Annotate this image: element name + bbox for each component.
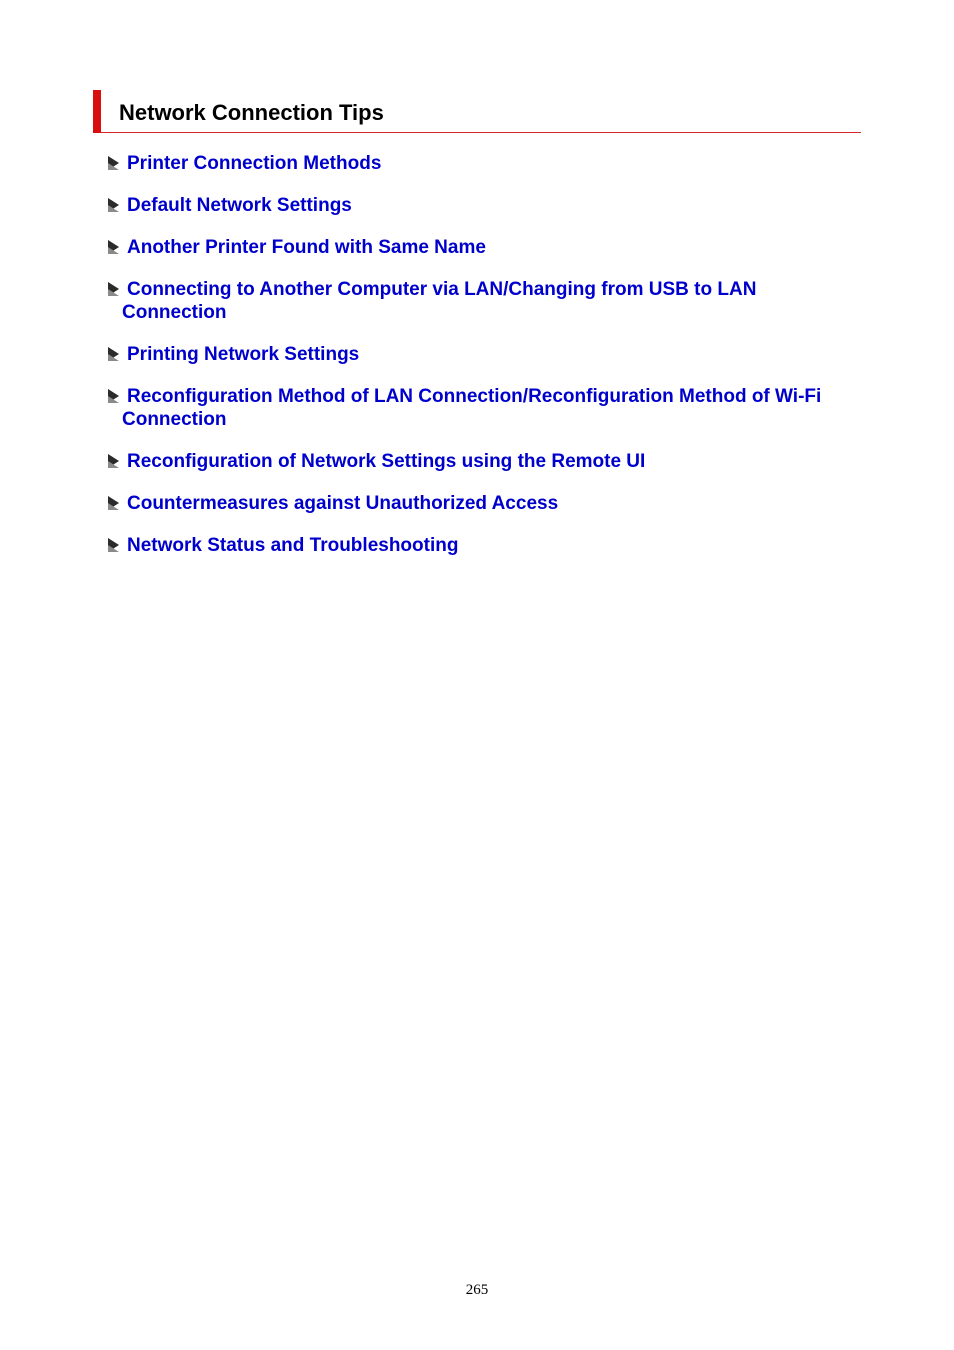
link-reconfiguration-method[interactable]: Reconfiguration Method of LAN Connection/Reconfiguration Method of Wi-Fi <box>127 386 822 407</box>
triangle-arrow-right-icon <box>108 454 119 468</box>
link-network-status-troubleshooting[interactable]: Network Status and Troubleshooting <box>127 535 459 556</box>
list-item <box>108 236 848 259</box>
link-countermeasures-unauthorized-access[interactable]: Countermeasures against Unauthorized Access <box>127 493 559 514</box>
list-item <box>108 534 848 557</box>
link-printer-connection-methods[interactable]: Printer Connection Methods <box>127 153 382 174</box>
link-connecting-another-computer[interactable]: Connecting to Another Computer via LAN/Changing from USB to LAN <box>127 279 757 300</box>
page-heading <box>93 90 861 133</box>
link-reconfiguration-method-cont[interactable]: Connection <box>122 409 227 430</box>
heading-accent-bar <box>93 90 101 133</box>
link-connecting-another-computer-cont[interactable]: Connection <box>122 302 227 323</box>
page-title: Network Connection Tips <box>119 100 384 125</box>
link-printing-network-settings[interactable]: Printing Network Settings <box>127 344 360 365</box>
triangle-arrow-right-icon <box>108 240 119 254</box>
list-item <box>108 152 848 175</box>
list-item <box>108 278 848 324</box>
topic-link-list <box>108 152 848 576</box>
triangle-arrow-right-icon <box>108 198 119 212</box>
list-item <box>108 450 848 473</box>
link-default-network-settings[interactable]: Default Network Settings <box>127 195 352 216</box>
link-reconfiguration-remote-ui[interactable]: Reconfiguration of Network Settings using the Remote UI <box>127 451 646 472</box>
link-another-printer-found[interactable]: Another Printer Found with Same Name <box>127 237 486 258</box>
triangle-arrow-right-icon <box>108 156 119 170</box>
list-item <box>108 385 848 431</box>
page-number: 265 <box>465 1282 489 1298</box>
triangle-arrow-right-icon <box>108 496 119 510</box>
triangle-arrow-right-icon <box>108 538 119 552</box>
triangle-arrow-right-icon <box>108 389 119 403</box>
list-item <box>108 194 848 217</box>
list-item <box>108 343 848 366</box>
list-item <box>108 492 848 515</box>
triangle-arrow-right-icon <box>108 282 119 296</box>
triangle-arrow-right-icon <box>108 347 119 361</box>
